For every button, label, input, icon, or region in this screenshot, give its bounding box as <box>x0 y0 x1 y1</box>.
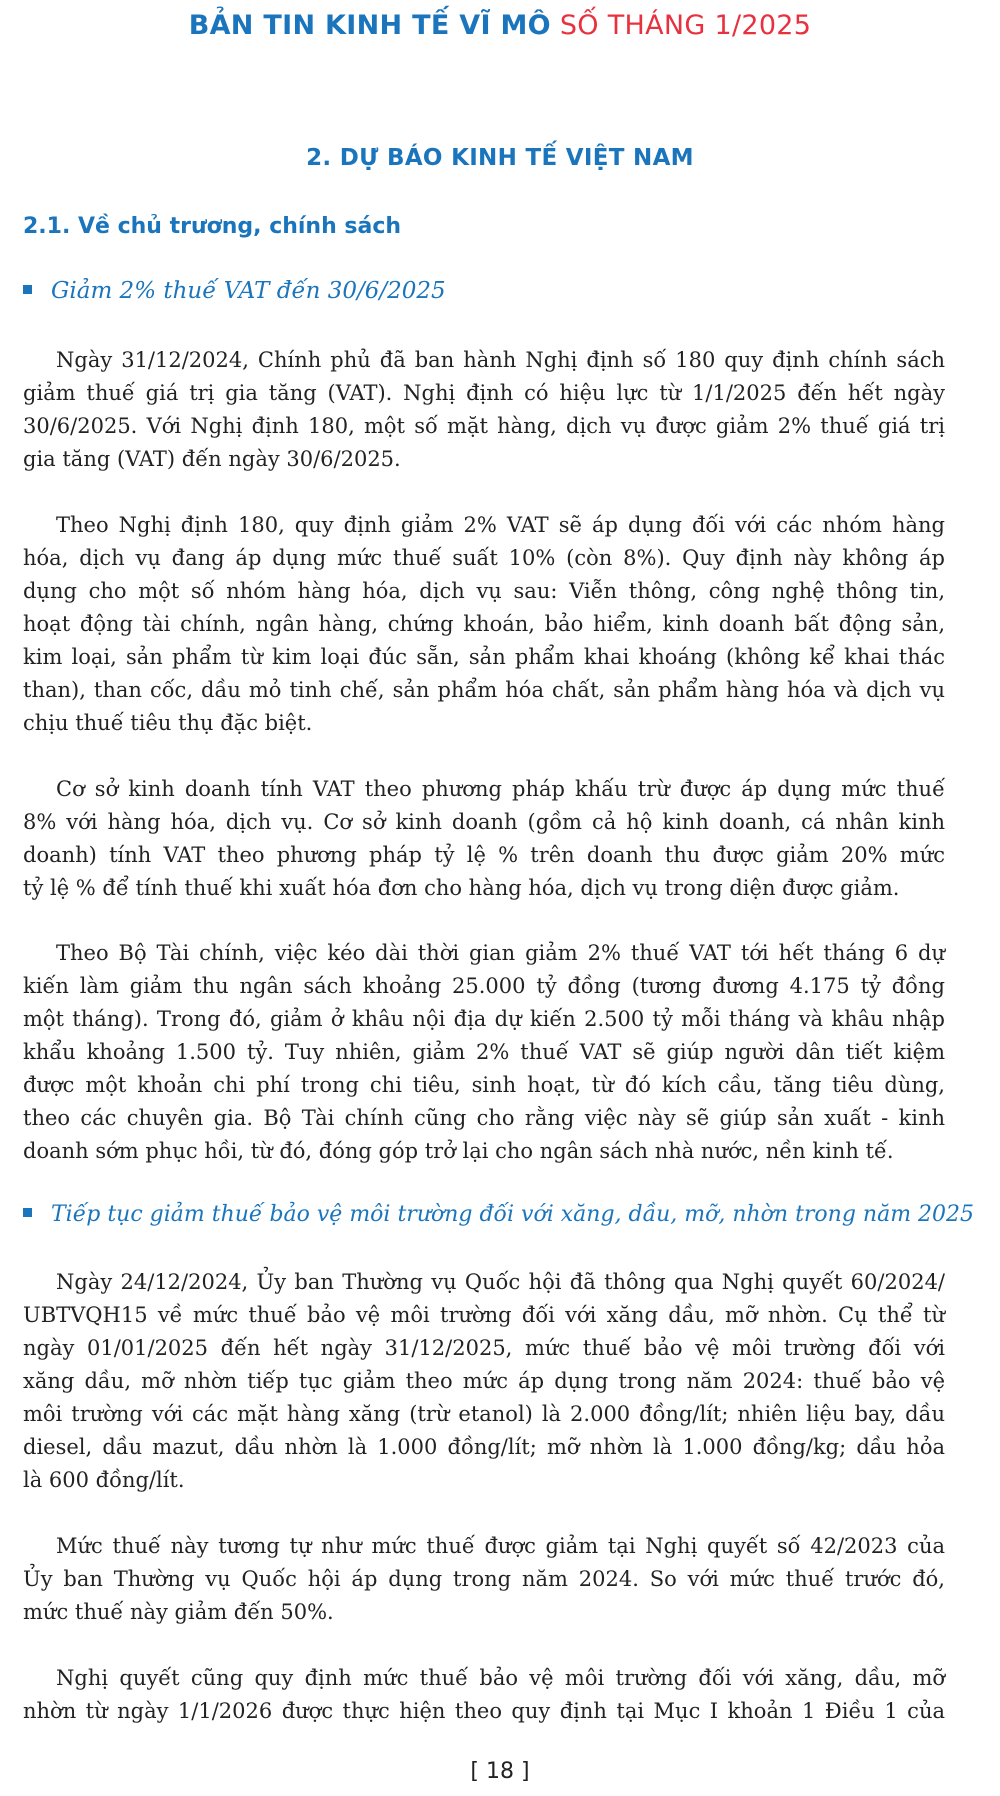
paragraph <box>23 937 945 1168</box>
paragraph-line: khẩu khoảng 1.500 tỷ. Tuy nhiên, giảm 2% thuế VAT sẽ giúp người dân tiết kiệm <box>23 1040 945 1064</box>
bullet-heading-text: Giảm 2% thuế VAT đến 30/6/2025 <box>51 278 446 304</box>
paragraph-line: 30/6/2025. Với Nghị định 180, một số mặt hàng, dịch vụ được giảm 2% thuế giá trị <box>23 414 945 438</box>
paragraph <box>23 1266 945 1497</box>
paragraph-line: xăng dầu, mỡ nhờn tiếp tục giảm theo mức áp dụng trong năm 2024: thuế bảo vệ <box>23 1369 945 1393</box>
paragraph <box>23 1530 945 1629</box>
paragraph-line: Theo Nghị định 180, quy định giảm 2% VAT sẽ áp dụng đối với các nhóm hàng <box>56 513 945 537</box>
paragraph-line: theo các chuyên gia. Bộ Tài chính cũng cho rằng việc này sẽ giúp sản xuất - kinh <box>23 1106 945 1130</box>
paragraph-line: Theo Bộ Tài chính, việc kéo dài thời gian giảm 2% thuế VAT tới hết tháng 6 dự <box>56 941 945 965</box>
paragraph-line: than), than cốc, dầu mỏ tinh chế, sản phẩm hóa chất, sản phẩm hàng hóa và dịch vụ <box>23 678 945 702</box>
paragraph-line: tỷ lệ % để tính thuế khi xuất hóa đơn cho hàng hóa, dịch vụ trong diện được giảm. <box>23 876 900 900</box>
paragraph-line: doanh) tính VAT theo phương pháp tỷ lệ % trên doanh thu được giảm 20% mức <box>23 843 945 867</box>
paragraph-line: Mức thuế này tương tự như mức thuế được giảm tại Nghị quyết số 42/2023 của <box>56 1534 945 1558</box>
paragraph-line: hoạt động tài chính, ngân hàng, chứng khoán, bảo hiểm, kinh doanh bất động sản, <box>23 612 945 636</box>
paragraph <box>23 344 945 476</box>
square-bullet-icon <box>23 285 32 294</box>
section-title: 2. DỰ BÁO KINH TẾ VIỆT NAM <box>306 145 694 171</box>
header-title: BẢN TIN KINH TẾ VĨ MÔ <box>188 10 551 41</box>
paragraph-line: một tháng). Trong đó, giảm ở khâu nội địa dự kiến 2.500 tỷ mỗi tháng và khâu nhập <box>23 1007 945 1031</box>
bullet-heading-text: Tiếp tục giảm thuế bảo vệ môi trường đối với xăng, dầu, mỡ, nhờn trong năm 2025 <box>51 1202 975 1227</box>
paragraph-line: UBTVQH15 về mức thuế bảo vệ môi trường đối với xăng dầu, mỡ nhờn. Cụ thể từ <box>23 1303 945 1327</box>
paragraph-line: giảm thuế giá trị gia tăng (VAT). Nghị định có hiệu lực từ 1/1/2025 đến hết ngày <box>23 381 945 405</box>
paragraph-line: mức thuế này giảm đến 50%. <box>23 1600 334 1624</box>
paragraph-line: kiến làm giảm thu ngân sách khoảng 25.000 tỷ đồng (tương đương 4.175 tỷ đồng <box>23 974 945 998</box>
paragraph <box>23 509 945 740</box>
paragraph-line: ngày 01/01/2025 đến hết ngày 31/12/2025, mức thuế bảo vệ môi trường đối với <box>23 1336 945 1360</box>
paragraph-line: hóa, dịch vụ đang áp dụng mức thuế suất 10% (còn 8%). Quy định này không áp <box>23 546 945 570</box>
paragraph-line: diesel, dầu mazut, dầu nhờn là 1.000 đồng/lít; mỡ nhờn là 1.000 đồng/kg; dầu hỏa <box>23 1435 945 1459</box>
paragraph-line: Ngày 24/12/2024, Ủy ban Thường vụ Quốc hội đã thông qua Nghị quyết 60/2024/ <box>56 1270 945 1294</box>
paragraph <box>23 773 945 905</box>
paragraph-line: gia tăng (VAT) đến ngày 30/6/2025. <box>23 447 401 471</box>
paragraph-line: được một khoản chi phí trong chi tiêu, sinh hoạt, từ đó kích cầu, tăng tiêu dùng, <box>23 1073 945 1097</box>
paragraph-line: dụng cho một số nhóm hàng hóa, dịch vụ sau: Viễn thông, công nghệ thông tin, <box>23 579 945 603</box>
paragraph-line: môi trường với các mặt hàng xăng (trừ etanol) là 2.000 đồng/lít; nhiên liệu bay, dầu <box>23 1402 945 1426</box>
paragraph-line: Ủy ban Thường vụ Quốc hội áp dụng trong năm 2024. So với mức thuế trước đó, <box>23 1567 945 1591</box>
paragraph-line: kim loại, sản phẩm từ kim loại đúc sẵn, sản phẩm khai khoáng (không kể khai thác <box>23 645 945 669</box>
paragraph-line: Nghị quyết cũng quy định mức thuế bảo vệ môi trường đối với xăng, dầu, mỡ <box>56 1666 945 1690</box>
paragraph-line: Cơ sở kinh doanh tính VAT theo phương pháp khấu trừ được áp dụng mức thuế <box>56 777 945 801</box>
header-issue: SỐ THÁNG 1/2025 <box>559 10 812 41</box>
paragraph-line: là 600 đồng/lít. <box>23 1468 185 1492</box>
paragraph-line: chịu thuế tiêu thụ đặc biệt. <box>23 711 313 735</box>
bullet-heading-vat <box>23 278 446 304</box>
paragraph <box>23 1662 945 1728</box>
page-number: [ 18 ] <box>470 1759 530 1784</box>
subsection-title: 2.1. Về chủ trương, chính sách <box>23 214 402 239</box>
paragraph-line: 8% với hàng hóa, dịch vụ. Cơ sở kinh doanh (gồm cả hộ kinh doanh, cá nhân kinh <box>23 810 945 834</box>
paragraph-line: Ngày 31/12/2024, Chính phủ đã ban hành Nghị định số 180 quy định chính sách <box>56 348 945 372</box>
paragraph-line: nhờn từ ngày 1/1/2026 được thực hiện theo quy định tại Mục I khoản 1 Điều 1 của <box>23 1699 945 1723</box>
newsletter-header <box>0 10 1000 41</box>
square-bullet-icon <box>23 1208 32 1217</box>
paragraph-line: doanh sớm phục hồi, từ đó, đóng góp trở lại cho ngân sách nhà nước, nền kinh tế. <box>23 1139 894 1163</box>
bullet-heading-env-tax <box>23 1202 974 1227</box>
